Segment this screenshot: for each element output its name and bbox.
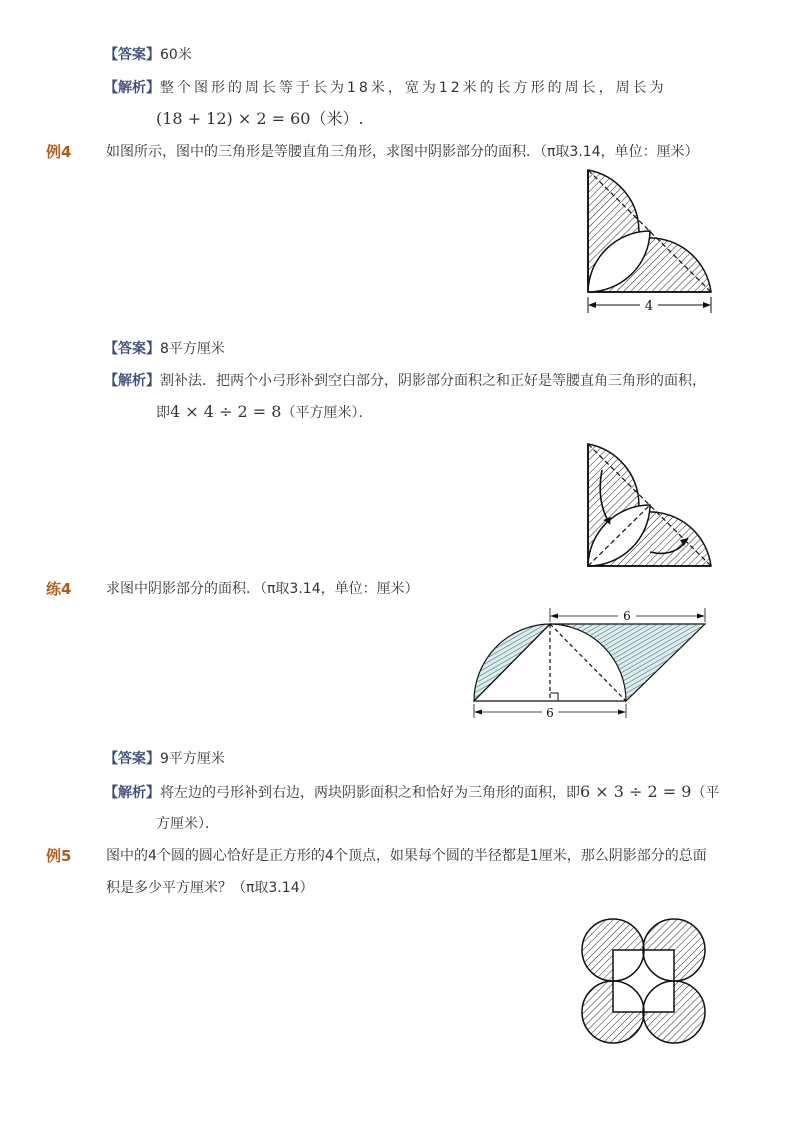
practice-4-question: 求图中阴影部分的面积．（π取3.14，单位：厘米） bbox=[106, 581, 419, 597]
figure-top-dimension: 6 bbox=[623, 609, 631, 623]
answer-label: 【答案】 bbox=[104, 47, 160, 63]
answer-label: 【答案】 bbox=[104, 751, 160, 767]
analysis-label: 【解析】 bbox=[104, 80, 160, 96]
answer-value: 8平方厘米 bbox=[160, 341, 225, 357]
figure-4-dimension: 4 bbox=[644, 299, 654, 314]
example-4-figure bbox=[580, 165, 720, 315]
example-4-question: 如图所示，图中的三角形是等腰直角三角形，求图中阴影部分的面积．（π取3.14，单位：厘米） bbox=[106, 144, 699, 160]
example-5-question-line-2: 积是多少平方厘米？（π取3.14） bbox=[106, 880, 314, 896]
answer-line-3 bbox=[104, 749, 225, 769]
answer-value: 60米 bbox=[160, 47, 192, 63]
answer-value: 9平方厘米 bbox=[160, 751, 225, 767]
analysis-formula-1: (18 + 12) × 2 = 60（米）. bbox=[156, 109, 364, 128]
analysis-label: 【解析】 bbox=[104, 373, 160, 389]
analysis-label: 【解析】 bbox=[104, 785, 160, 801]
answer-line-2 bbox=[104, 339, 225, 359]
analysis-line-3b: 方厘米）． bbox=[156, 816, 219, 832]
analysis-text: 割补法．把两个小弓形补到空白部分，阴影部分面积之和正好是等腰直角三角形的面积， bbox=[160, 373, 706, 389]
analysis-text: 整个图形的周长等于长为18米，宽为12米的长方形的周长，周长为 bbox=[160, 80, 667, 96]
example-5-figure bbox=[576, 914, 712, 1050]
analysis-line-2 bbox=[104, 371, 706, 391]
analysis-formula-2: 即4 × 4 ÷ 2 = 8（平方厘米）． bbox=[156, 402, 373, 421]
figure-bottom-dimension: 6 bbox=[546, 706, 554, 720]
analysis-line-3: 【解析】将左边的弓形补到右边，两块阴影面积之和恰好为三角形的面积，即6 × 3 ÷ 2 = 9（平 bbox=[104, 782, 720, 801]
practice-4-tag: 练4 bbox=[46, 580, 72, 598]
analysis-line-1 bbox=[104, 78, 667, 98]
answer-label: 【答案】 bbox=[104, 341, 160, 357]
answer-line-1 bbox=[104, 45, 192, 65]
example-4-solution-figure bbox=[580, 440, 720, 575]
example-4-tag: 例4 bbox=[46, 143, 72, 161]
analysis-text: 将左边的弓形补到右边，两块阴影面积之和恰好为三角形的面积，即 bbox=[160, 785, 580, 801]
example-5-question-line-1: 图中的4个圆的圆心恰好是正方形的4个顶点，如果每个圆的半径都是1厘米，那么阴影部分的总面 bbox=[106, 848, 707, 864]
practice-4-figure bbox=[468, 604, 716, 722]
center-square bbox=[613, 950, 674, 1012]
example-5-tag: 例5 bbox=[46, 847, 72, 865]
